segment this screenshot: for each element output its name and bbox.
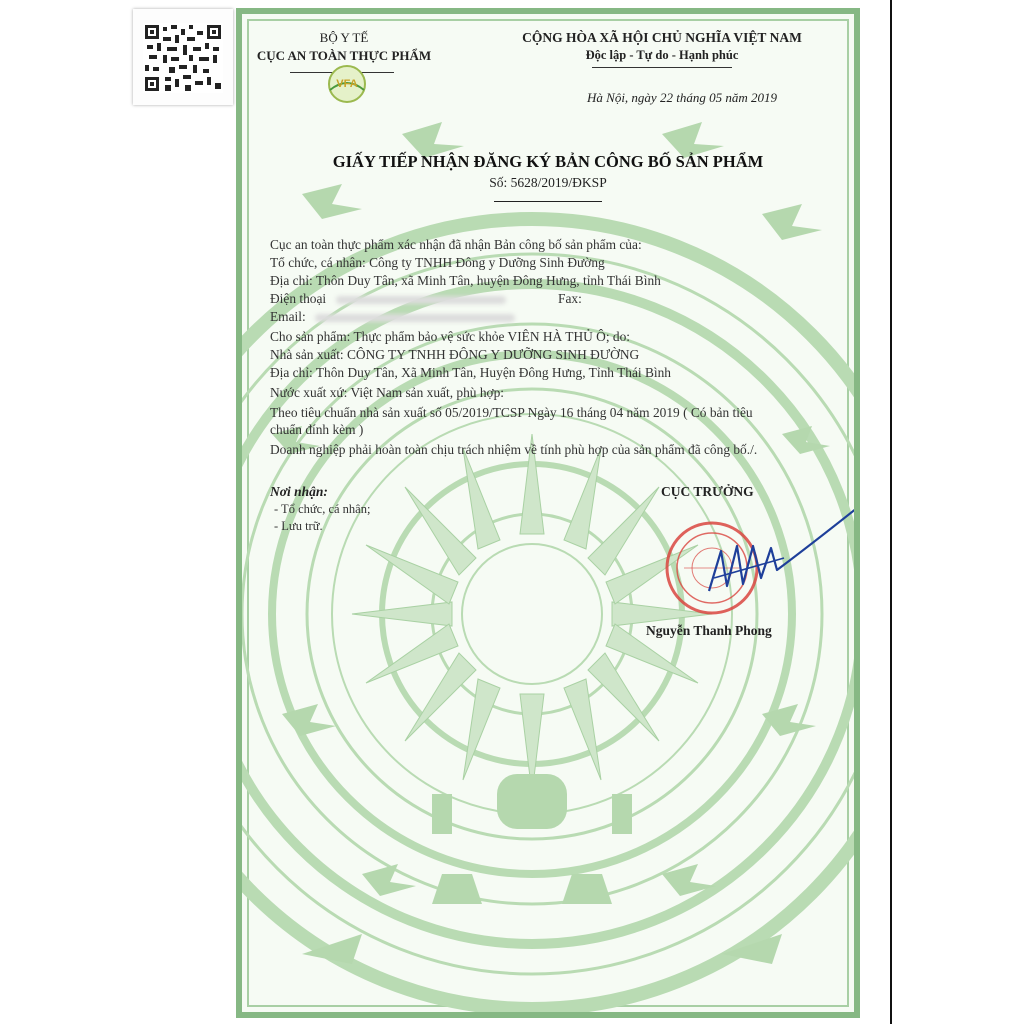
signer-name: Nguyễn Thanh Phong [646,623,772,638]
title-underline [494,201,602,202]
redacted-phone [336,296,506,304]
date-line: Hà Nội, ngày 22 tháng 05 năm 2019 [587,90,777,105]
qr-code-icon [143,23,223,93]
motto-underline [592,67,732,68]
responsibility-line: Doanh nghiệp phải hoàn toàn chịu trách nhiệm về tính phù hợp của sản phẩm đã công bố./. [270,442,758,457]
manufacturer-address-line: Địa chỉ: Thôn Duy Tân, Xã Minh Tân, Huyện Đông Hưng, Tỉnh Thái Bình [270,365,672,380]
vfa-logo-text: VFA [336,78,358,90]
signature-icon [709,506,854,591]
certificate-document [236,8,860,1018]
republic-name: CỘNG HÒA XÃ HỘI CHỦ NGHĨA VIỆT NAM [522,30,802,45]
email-line [270,309,515,325]
standard-line-1: Theo tiêu chuẩn nhà sản xuất số 05/2019/TCSP Ngày 16 tháng 04 năm 2019 ( Có bản tiêu [270,405,753,420]
document-title: GIẤY TIẾP NHẬN ĐĂNG KÝ BẢN CÔNG BỐ SẢN PHẨM [332,152,764,171]
recipient-item: - Lưu trữ. [274,519,323,533]
page-edge-line [890,0,892,1024]
address-line: Địa chỉ: Thôn Duy Tân, xã Minh Tân, huyện Đông Hưng, tỉnh Thái Bình [270,273,661,288]
intro-line: Cục an toàn thực phẩm xác nhận đã nhận Bản công bố sản phẩm của: [270,237,642,252]
recipients-label: Nơi nhận: [270,484,328,499]
official-seal-and-signature [654,506,854,626]
qr-code-card [133,9,233,105]
origin-line: Nước xuất xứ: Việt Nam sản xuất, phù hợp: [270,385,505,400]
product-line: Cho sản phẩm: Thực phẩm bảo vệ sức khỏe VIÊN HÀ THỦ Ô; do: [270,329,631,344]
manufacturer-line: Nhà sản xuất: CÔNG TY TNHH ĐÔNG Y DƯỠNG SINH ĐƯỜNG [270,347,640,362]
recipient-item: - Tổ chức, cá nhân; [274,502,371,516]
department-name: CỤC AN TOÀN THỰC PHẨM [256,48,432,63]
ministry-name: BỘ Y TẾ [319,30,369,45]
phone-line [270,291,506,307]
signer-position: CỤC TRƯỞNG [661,484,754,499]
national-motto: Độc lập - Tự do - Hạnh phúc [585,48,739,62]
email-label: Email: [270,309,306,324]
redacted-email [315,314,515,322]
standard-line-2: chuẩn đính kèm ) [270,422,364,437]
vfa-logo-icon [322,64,372,104]
phone-label: Điện thoại [270,291,327,306]
document-number: Số: 5628/2019/ĐKSP [489,175,607,190]
fax-label: Fax: [558,291,582,306]
organization-line: Tổ chức, cá nhân: Công ty TNHH Đông y Dưỡng Sinh Đường [270,255,605,270]
official-seal-icon [667,523,757,613]
